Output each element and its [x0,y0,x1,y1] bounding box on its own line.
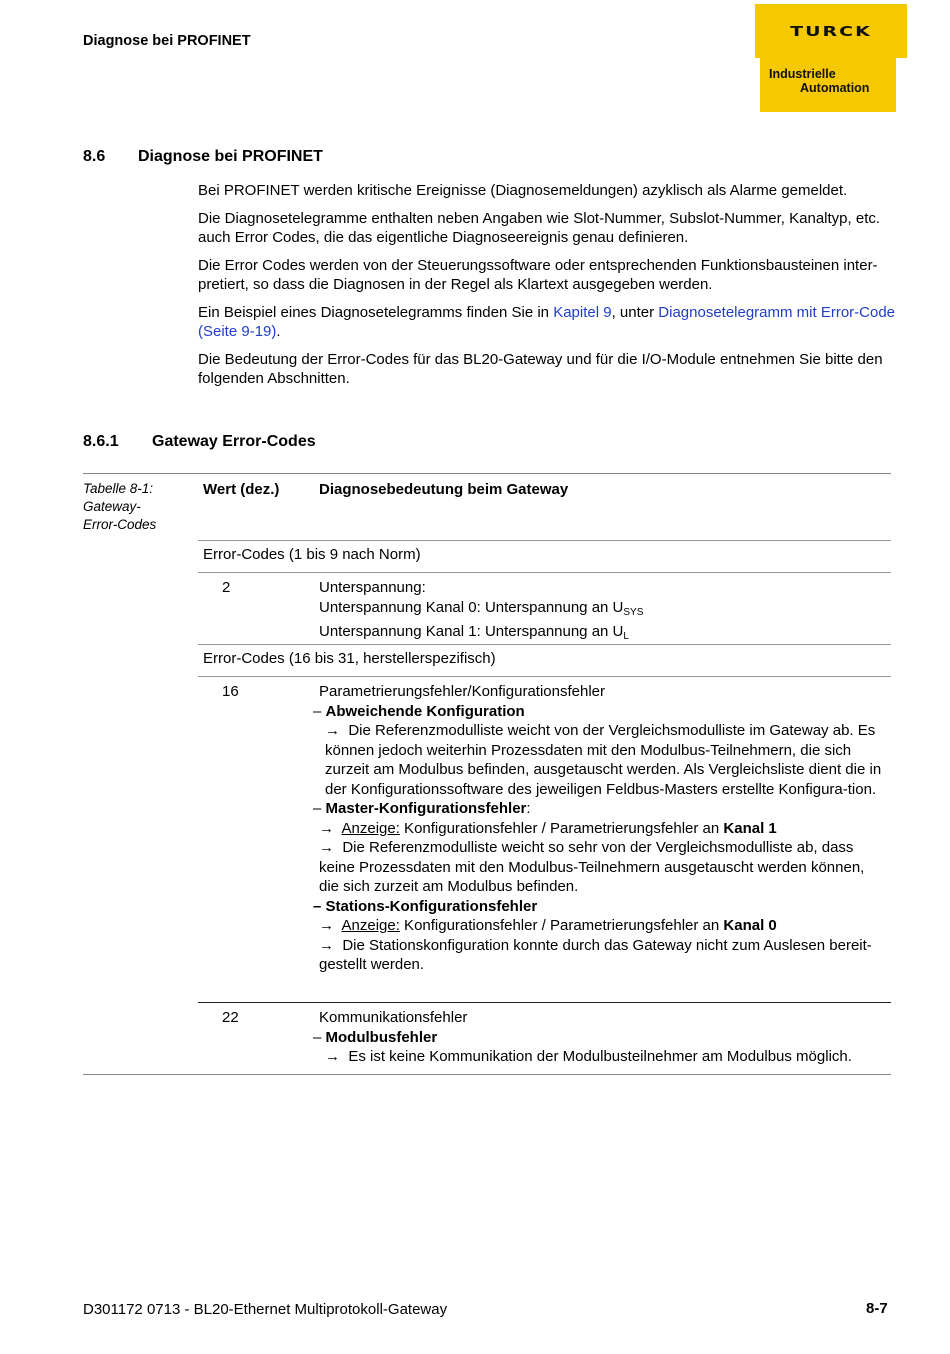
column-header-bedeutung: Diagnosebedeutung beim Gateway [319,481,569,498]
table-row-description: Unterspannung: Unterspannung Kanal 0: Unterspannung an $U_{SYS}$ Unterspannung Kanal 1: Unterspannung an $U_L$ [319,579,644,642]
table-top-rule [83,473,891,474]
paragraph-5: Die Bedeutung der Error-Codes für das BL20-Gateway und für die I/O-Module entnehmen Sie bitte den folgenden Abschnitten. [198,350,883,387]
logo-tagline-2: Automation [800,81,870,95]
rule [198,676,891,677]
page-number: 8-7 [866,1300,888,1317]
rule [198,644,891,645]
arrow-right-icon: → [319,819,342,837]
arrow-right-icon: → [325,722,349,739]
section-body [198,181,898,397]
rule [198,572,891,573]
group-header-hersteller: Error-Codes (16 bis 31, herstellerspezifisch) [203,650,496,667]
section-title: Diagnose bei PROFINET [138,148,323,165]
rule [198,540,891,541]
column-header-wert: Wert (dez.) [203,481,280,498]
turck-logo: TURCK [790,24,872,40]
arrow-right-icon: → [319,839,343,856]
table-row-code: 16 [222,683,239,700]
paragraph-2: Die Diagnosetelegramme enthalten neben Angaben wie Slot-Nummer, Subslot-Nummer, Kanaltyp, etc. auch Error Codes, die das eigentliche Diagnoseereignis genau definieren. [198,209,881,246]
logo-tagline-1: Industrielle [769,67,836,81]
arrow-right-icon: → [325,1048,349,1065]
link-diagnosetelegramm[interactable]: Diagnosetelegramm mit Error-Code (Seite 9-19) [198,303,896,340]
arrow-right-icon: → [319,936,343,954]
table-row-description: Parametrierungsfehler/Konfigurationsfehler – Abweichende Konfiguration → Die Referenzmodulliste weicht von der Vergleichsmodulliste im Gateway ab. Es können jedoch weiterhin Prozessdaten mit den Modulbus-Teilnehmern, die sich zurzeit am Modulbus befinden, ausgetauscht werden. Als Vergleichsliste dient die in der Konfigurationssoftware des jeweiligen Feldbus-Masters erstellte Konfigura-tion. – Master-Konfigurationsfehler: → Anzeige: Konfigurationsfehler / Parametrierungsfehler an Kanal 1 → Die Referenzmodulliste weicht so sehr von der Vergleichsmodulliste ab, dass keine Prozessdaten mit den Modulbus-Teilnehmern ausgetauscht werden können, die sich zurzeit am Modulbus befinden. – Stations-Konfigurationsfehler → Anzeige: Konfigurationsfehler / Parametrierungsfehler an Kanal 0 → Die Stationskonfiguration konnte durch das Gateway nicht zum Auslesen bereit-gestellt werden. [313,683,882,973]
table-caption: Tabelle 8-1: Gateway- Error-Codes [83,481,157,532]
rule [198,1002,891,1003]
table-row-description: Kommunikationsfehler – Modulbusfehler → Es ist keine Kommunikation der Modulbusteilnehmer am Modulbus möglich. [313,1009,852,1065]
section-number: 8.6 [83,148,106,165]
paragraph-4: Ein Beispiel eines Diagnosetelegramms finden Sie in Kapitel 9, unter Diagnosetelegramm mit Error-Code (Seite 9-19). [198,303,896,340]
table-bottom-rule [83,1074,891,1075]
link-kapitel-9[interactable]: Kapitel 9 [553,303,612,321]
group-header-norm: Error-Codes (1 bis 9 nach Norm) [203,546,421,563]
paragraph-1: Bei PROFINET werden kritische Ereignisse (Diagnosemeldungen) azyklisch als Alarme gemeldet. [198,182,848,199]
arrow-right-icon: → [319,917,342,934]
running-header: Diagnose bei PROFINET [83,33,251,49]
paragraph-3: Die Error Codes werden von der Steuerungssoftware oder entsprechenden Funktionsbausteinen inter-pretiert, so dass die Diagnosen in der Regel als Klartext ausgegeben werden. [198,256,878,293]
table-row-code: 22 [222,1009,239,1026]
subsection-title: Gateway Error-Codes [152,433,316,450]
subsection-number: 8.6.1 [83,433,119,450]
footer-doc-id: D301172 0713 - BL20-Ethernet Multiprotokoll-Gateway [83,1301,448,1318]
table-row-code: 2 [222,579,231,596]
